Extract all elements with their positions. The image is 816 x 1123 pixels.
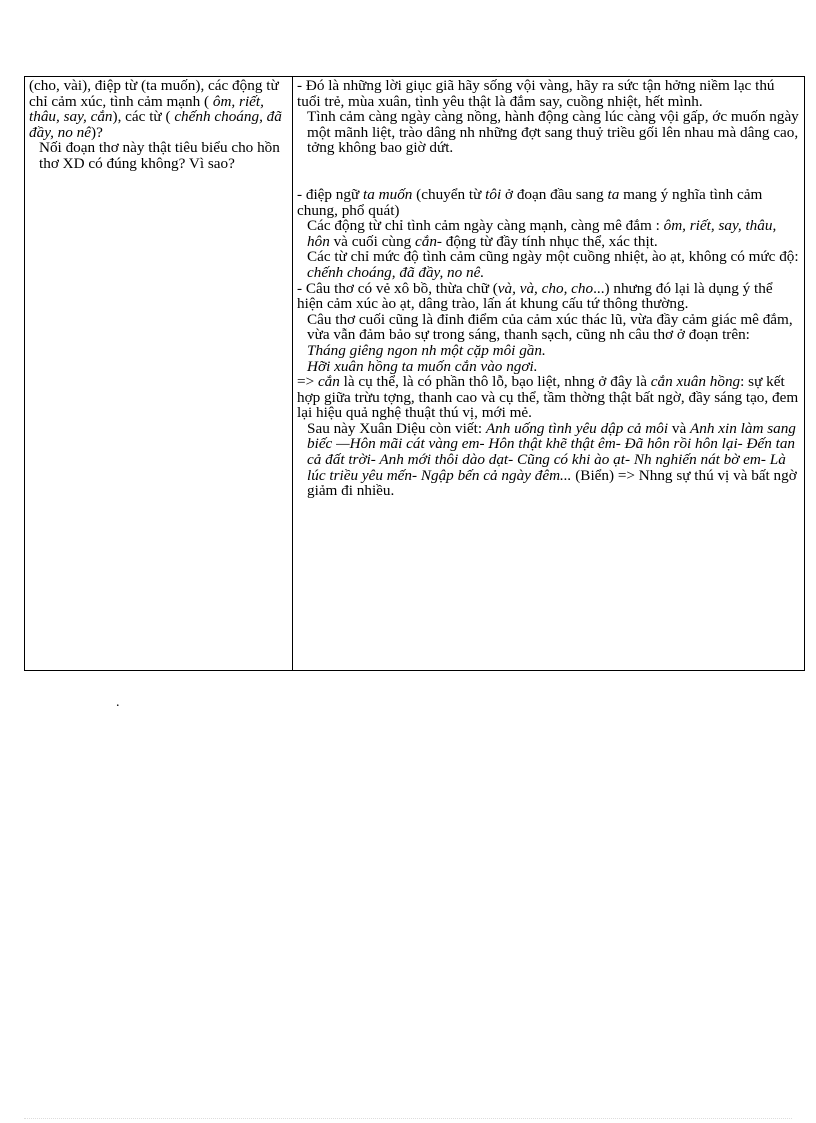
question-fragment (29, 78, 288, 140)
poem-line: Hỡi xuân hồng ta muốn cắn vào ngơi. (307, 357, 538, 375)
text-run: và cuối cùng (329, 232, 415, 250)
text-run: - động từ đầy tính nhục thể, xác thịt. (436, 232, 658, 250)
italic-run: ta muốn (363, 185, 413, 203)
answer-cell (293, 77, 805, 671)
text-run: mang ý nghĩa tình cảm chung, phổ quát) (297, 185, 763, 219)
italic-run: cắn xuân hồng (650, 373, 741, 391)
text-run: (chuyển từ (412, 185, 486, 203)
answer-paragraph (297, 187, 800, 218)
stray-dot: . (116, 695, 120, 710)
text-run: - điệp ngữ (297, 185, 364, 203)
italic-run: và, và, cho, cho (497, 279, 594, 297)
answer-paragraph: Tình cảm càng ngày càng nồng, hành động càng lúc càng vội gấp, ớc muốn ngày một mãnh liệt, trào dâng nh những đợt sang thuỷ triều gối lên nhau mà dâng cao, tởng không bao giờ dứt. (307, 108, 799, 157)
answer-paragraph: Câu thơ cuối cũng là đỉnh điểm của cảm xúc thác lũ, vừa đầy cảm giác mê đắm, vừa vẫn đảm bảo sự trong sáng, thanh sạch, cũng nh câu thơ ở đoạn trên: (307, 310, 793, 344)
answer-paragraph (297, 249, 800, 280)
answer-paragraph (297, 218, 800, 249)
poem-line: Tháng giêng ngon nh một cặp môi gần. (307, 341, 546, 359)
text-run: (Biển) => Nhng sự thú vị và bất ngờ giảm đi nhiều. (307, 466, 797, 500)
content-table (24, 76, 805, 671)
italic-run: cắn (317, 373, 340, 391)
text-run: : sự kết hợp giữa trừu tợng, thanh cao và cụ thể, tầm thờng thật bất ngờ, đầy sáng tạo, đem lại hiệu quả nghệ thuật thú vị, mới mẻ. (297, 373, 799, 422)
footer-divider (24, 1118, 792, 1119)
text-run: ), các từ ( (112, 108, 175, 126)
text-run: ...) nhưng đó lại là dụng ý thể hiện cảm xúc ào ạt, dâng trào, lấn át khung cấu tứ thông thường. (297, 279, 773, 313)
italic-run: ôm, riết, say, thâu, hôn (307, 217, 777, 250)
question-cell (25, 77, 293, 671)
text-run: là cụ thể, là có phần thô lỗ, bạo liệt, nhng ở đây là (339, 373, 651, 391)
answer-paragraph (297, 421, 800, 499)
text-run: ở đoạn đầu sang (501, 185, 608, 203)
table-row (25, 77, 805, 671)
text-run: - Câu thơ có vẻ xô bồ, thừa chữ ( (297, 279, 498, 297)
text-run: => (297, 373, 318, 391)
text-run: )? (91, 123, 103, 141)
text-run: và (668, 419, 691, 437)
spacer (297, 156, 800, 187)
text-run: Các từ chỉ mức độ tình cảm cũng ngày một cuồng nhiệt, ào ạt, không có mức độ: (307, 248, 799, 266)
text-run: Các động từ chỉ tình cảm ngày càng mạnh, càng mê đắm : (307, 217, 664, 235)
italic-run: Anh xin làm sang biếc —Hôn mãi cát vàng em- Hôn thật khẽ thật êm- Đã hôn rồi hôn lại- Đến tan cả đất trời- Anh mới thôi dào dạt- Cũng có khi ào ạt- Nh nghiến nát bờ em- Là lúc triều yêu mến- Ngập bến cả ngày đêm... (307, 419, 796, 484)
italic-run: ôm, riết, thâu, say, cắn (29, 92, 264, 126)
italic-run: chếnh choáng, đã đầy, no nê (29, 108, 282, 141)
answer-paragraph (297, 281, 800, 312)
italic-run: ta (607, 185, 620, 203)
text-run: Sau này Xuân Diệu còn viết: (307, 419, 486, 437)
question-text: Nối đoạn thơ này thật tiêu biểu cho hồn thơ XD có đúng không? Vì sao? (39, 139, 280, 172)
italic-run: chếnh choáng, đã đầy, no nê. (307, 263, 485, 281)
italic-run: cắn (414, 232, 437, 250)
text-run: (cho, vài), điệp từ (ta muốn), các động từ chỉ cảm xúc, tình cảm mạnh ( (29, 77, 279, 110)
italic-run: tôi (485, 185, 502, 203)
answer-paragraph: - Đó là những lời giục giã hãy sống vội vàng, hãy ra sức tận hởng niềm lạc thú tuổi trẻ, mùa xuân, tình yêu thật là đắm say, cuồng nhiệt, hết mình. (297, 77, 775, 110)
italic-run: Anh uống tình yêu dập cả môi (485, 419, 669, 437)
answer-paragraph (297, 374, 800, 421)
